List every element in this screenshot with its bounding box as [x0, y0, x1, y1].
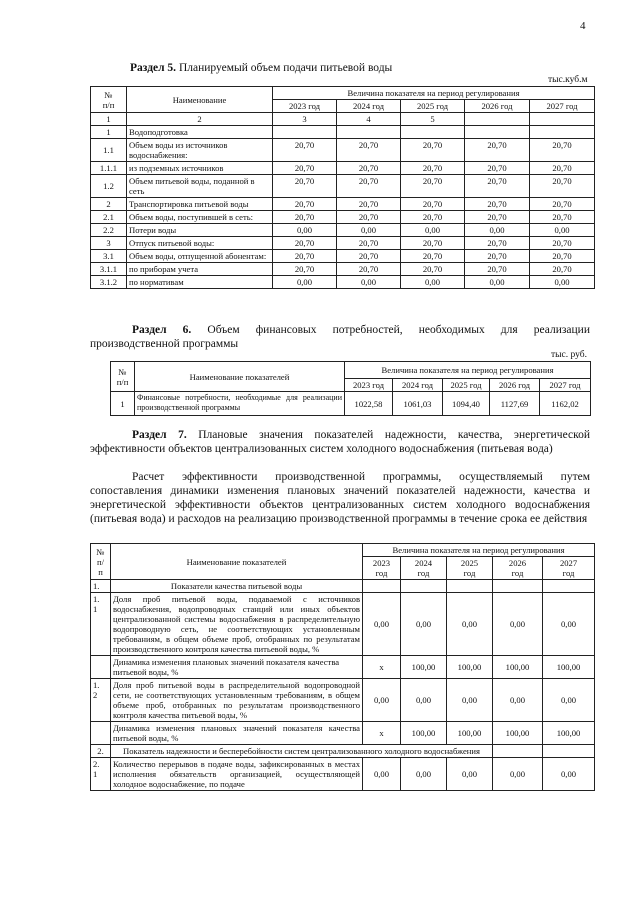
- cell-value: 100,00: [401, 656, 447, 679]
- cell-value: 100,00: [543, 722, 595, 745]
- cell-value: 0,00: [337, 224, 401, 237]
- cell-value: 20,70: [530, 237, 595, 250]
- section-5-title: [130, 61, 590, 75]
- cell-value: 0,00: [543, 679, 595, 722]
- cell-value: [273, 126, 337, 139]
- section-7-paragraph: Расчет эффективности производственной программы, осуществляемый путем сопоставления динамики изменения плановых значений показателей надежности, качества и энергетической эффективности объектов централизованных систем холодного водоснабжения (питьевая вода) и расходов на реализацию производственной программы в течение срока ее действия: [90, 471, 590, 525]
- s5-header-name: Наименование: [127, 87, 273, 113]
- cell-value: x: [363, 656, 401, 679]
- cell-value: 100,00: [543, 656, 595, 679]
- s5-colnum: 4: [337, 113, 401, 126]
- row-name: Объем воды, поступившей в сеть:: [127, 211, 273, 224]
- row-num: 3.1.1: [91, 263, 127, 276]
- cell-value: 20,70: [465, 250, 530, 263]
- cell-value: 20,70: [465, 237, 530, 250]
- section-6-heading: Объем финансовых потребностей, необходимых для реализации производственной программы: [90, 324, 590, 350]
- cell-value: 0,00: [447, 758, 493, 791]
- s7-year: 2026 год: [493, 557, 543, 580]
- cell-value: 0,00: [543, 758, 595, 791]
- cell-value: 20,70: [273, 250, 337, 263]
- cell-value: 20,70: [401, 237, 465, 250]
- row-name: из подземных источников: [127, 162, 273, 175]
- cell-value: 20,70: [337, 139, 401, 162]
- section-5-unit: тыс.куб.м: [548, 75, 588, 85]
- table-row: [91, 679, 595, 722]
- section-5-label: Раздел 5.: [130, 62, 177, 74]
- cell-value: [465, 126, 530, 139]
- s5-colnum: 1: [91, 113, 127, 126]
- section-7-heading: Плановые значения показателей надежности, качества, энергетической эффективности объектов централизованных систем холодного водоснабжения (питьевая вода): [90, 429, 590, 455]
- section-6-label: Раздел 6.: [132, 324, 192, 336]
- cell-value: 0,00: [493, 679, 543, 722]
- table-row: [91, 198, 595, 211]
- cell-value: 20,70: [337, 162, 401, 175]
- cell-value: 20,70: [530, 198, 595, 211]
- row-name: Финансовые потребности, необходимые для реализации производственной программы: [135, 392, 345, 416]
- s7-header-period: Величина показателя на период регулирования: [363, 544, 595, 557]
- cell-value: [530, 126, 595, 139]
- cell-value: 20,70: [273, 162, 337, 175]
- cell-value: 20,70: [530, 162, 595, 175]
- cell-value: 20,70: [465, 162, 530, 175]
- cell-value: 100,00: [493, 722, 543, 745]
- table-row: [91, 593, 595, 656]
- row-num: 1. 2: [91, 679, 111, 722]
- row-name: Объем воды из источников водоснабжения:: [127, 139, 273, 162]
- cell-value: 1162,02: [540, 392, 591, 416]
- row-num: 1: [91, 126, 127, 139]
- table-row: [91, 263, 595, 276]
- cell-value: 0,00: [465, 276, 530, 289]
- page-number: 4: [580, 20, 586, 32]
- s5-colnum: [465, 113, 530, 126]
- cell-value: 20,70: [337, 175, 401, 198]
- row-name: Доля проб питьевой воды в распределительной водопроводной сети, не соответствующих установленным требованиям, в общем объеме проб, отобранных по результатам производственного контроля качества питьевой воды, %: [111, 679, 363, 722]
- cell-value: 20,70: [465, 175, 530, 198]
- cell-value: 20,70: [530, 250, 595, 263]
- cell-value: 20,70: [273, 175, 337, 198]
- section-7-title: [90, 428, 590, 456]
- row-num: 3.1.2: [91, 276, 127, 289]
- s6-year: 2023 год: [345, 379, 393, 392]
- s6-year: 2024 год: [393, 379, 443, 392]
- s6-year: 2026 год: [490, 379, 540, 392]
- group-title: Показатель надежности и бесперебойности систем централизованного холодного водоснабжения: [111, 745, 493, 758]
- cell-value: 20,70: [465, 263, 530, 276]
- cell-value: 20,70: [273, 263, 337, 276]
- section-6-unit: тыс. руб.: [551, 350, 587, 360]
- s5-year: 2023 год: [273, 100, 337, 113]
- cell-value: 20,70: [401, 263, 465, 276]
- cell-value: 0,00: [337, 276, 401, 289]
- s7-year: 2023 год: [363, 557, 401, 580]
- section-7-label: Раздел 7.: [132, 429, 187, 441]
- row-name: Транспортировка питьевой воды: [127, 198, 273, 211]
- cell-value: 20,70: [337, 263, 401, 276]
- row-name: Динамика изменения плановых значений показателя качества питьевой воды, %: [111, 656, 363, 679]
- cell-value: 20,70: [530, 139, 595, 162]
- row-num: 2. 1: [91, 758, 111, 791]
- dynamics-row: [91, 656, 595, 679]
- cell-value: 0,00: [447, 593, 493, 656]
- cell-value: 20,70: [337, 198, 401, 211]
- group-num: 2.: [91, 745, 111, 758]
- row-num: 2.1: [91, 211, 127, 224]
- table-row: [111, 392, 591, 416]
- cell-value: 0,00: [363, 593, 401, 656]
- row-name: Динамика изменения плановых значений показателя качества питьевой воды, %: [111, 722, 363, 745]
- cell-value: 20,70: [465, 211, 530, 224]
- cell-value: 1061,03: [393, 392, 443, 416]
- s7-year: 2024 год: [401, 557, 447, 580]
- section-6-title: [90, 323, 590, 351]
- row-name: Количество перерывов в подаче воды, зафиксированных в местах исполнения обязательств организацией, осуществляющей холодное водоснабжение, по подаче: [111, 758, 363, 791]
- cell-value: 0,00: [447, 679, 493, 722]
- s7-year: 2027 год: [543, 557, 595, 580]
- cell-value: 0,00: [401, 224, 465, 237]
- cell-value: 0,00: [363, 758, 401, 791]
- row-num: 1.1.1: [91, 162, 127, 175]
- cell-value: 20,70: [530, 263, 595, 276]
- row-num: 2.2: [91, 224, 127, 237]
- s5-colnum: 3: [273, 113, 337, 126]
- section-5-table: [90, 86, 595, 289]
- table-row: [91, 162, 595, 175]
- table-row: [91, 250, 595, 263]
- cell-value: 1127,69: [490, 392, 540, 416]
- group-row: [91, 745, 595, 758]
- row-name: Объем питьевой воды, поданной в сеть: [127, 175, 273, 198]
- cell-value: 1094,40: [443, 392, 490, 416]
- cell-value: [401, 126, 465, 139]
- s6-year: 2025 год: [443, 379, 490, 392]
- row-num: 2: [91, 198, 127, 211]
- cell-value: 20,70: [273, 237, 337, 250]
- cell-value: 0,00: [465, 224, 530, 237]
- row-num: 3.1: [91, 250, 127, 263]
- cell-value: 20,70: [273, 198, 337, 211]
- cell-value: 0,00: [493, 593, 543, 656]
- s5-year: 2026 год: [465, 100, 530, 113]
- cell-value: 20,70: [465, 198, 530, 211]
- s5-colnum: 2: [127, 113, 273, 126]
- s5-header-num: № п/п: [91, 87, 127, 113]
- row-num: 1.2: [91, 175, 127, 198]
- cell-value: 20,70: [273, 211, 337, 224]
- cell-value: 20,70: [337, 237, 401, 250]
- s6-year: 2027 год: [540, 379, 591, 392]
- cell-value: 0,00: [401, 593, 447, 656]
- cell-value: 20,70: [401, 198, 465, 211]
- table-row: [91, 224, 595, 237]
- table-row: [91, 758, 595, 791]
- s7-header-num: № п/ п: [91, 544, 111, 580]
- row-name: Отпуск питьевой воды:: [127, 237, 273, 250]
- cell-value: 20,70: [465, 139, 530, 162]
- cell-value: 0,00: [401, 679, 447, 722]
- cell-value: 20,70: [337, 211, 401, 224]
- cell-value: 20,70: [401, 162, 465, 175]
- cell-value: 20,70: [530, 175, 595, 198]
- row-num: 1. 1: [91, 593, 111, 656]
- cell-value: 20,70: [530, 211, 595, 224]
- cell-value: 0,00: [401, 758, 447, 791]
- s6-header-period: Величина показателя на период регулирования: [345, 362, 591, 379]
- group-title: Показатели качества питьевой воды: [111, 580, 363, 593]
- cell-value: 20,70: [401, 139, 465, 162]
- group-num: 1.: [91, 580, 111, 593]
- row-name: Объем воды, отпущенной абонентам:: [127, 250, 273, 263]
- s6-header-name: Наименование показателей: [135, 362, 345, 392]
- row-num: 1: [111, 392, 135, 416]
- s5-colnum: [530, 113, 595, 126]
- row-name: Водоподготовка: [127, 126, 273, 139]
- s5-year: 2027 год: [530, 100, 595, 113]
- row-name: Потери воды: [127, 224, 273, 237]
- row-name: по нормативам: [127, 276, 273, 289]
- s7-year: 2025 год: [447, 557, 493, 580]
- s5-year: 2025 год: [401, 100, 465, 113]
- table-row: [91, 139, 595, 162]
- cell-value: 20,70: [337, 250, 401, 263]
- cell-value: 20,70: [401, 250, 465, 263]
- s6-header-num: № п/п: [111, 362, 135, 392]
- section-5-heading: Планируемый объем подачи питьевой воды: [176, 62, 393, 74]
- cell-value: 20,70: [401, 175, 465, 198]
- section-6-table: [110, 361, 591, 416]
- section-7-table: [90, 543, 595, 791]
- cell-value: 0,00: [530, 276, 595, 289]
- row-num: 3: [91, 237, 127, 250]
- s5-colnum: 5: [401, 113, 465, 126]
- table-row: [91, 276, 595, 289]
- cell-value: 100,00: [447, 656, 493, 679]
- row-name: по приборам учета: [127, 263, 273, 276]
- table-row: [91, 237, 595, 250]
- cell-value: 0,00: [493, 758, 543, 791]
- cell-value: x: [363, 722, 401, 745]
- s5-year: 2024 год: [337, 100, 401, 113]
- cell-value: [337, 126, 401, 139]
- cell-value: 100,00: [493, 656, 543, 679]
- cell-value: 0,00: [543, 593, 595, 656]
- cell-value: 0,00: [401, 276, 465, 289]
- table-row: [91, 126, 595, 139]
- row-num: 1.1: [91, 139, 127, 162]
- cell-value: 1022,58: [345, 392, 393, 416]
- group-row: [91, 580, 595, 593]
- cell-value: 0,00: [363, 679, 401, 722]
- cell-value: 20,70: [273, 139, 337, 162]
- table-row: [91, 175, 595, 198]
- cell-value: 20,70: [401, 211, 465, 224]
- cell-value: 0,00: [273, 224, 337, 237]
- dynamics-row: [91, 722, 595, 745]
- cell-value: 100,00: [401, 722, 447, 745]
- table-row: [91, 211, 595, 224]
- s5-header-period: Величина показателя на период регулирования: [273, 87, 595, 100]
- cell-value: 0,00: [273, 276, 337, 289]
- s7-header-name: Наименование показателей: [111, 544, 363, 580]
- cell-value: 100,00: [447, 722, 493, 745]
- row-name: Доля проб питьевой воды, подаваемой с источников водоснабжения, водопроводных станций или иных объектов централизованной системы водоснабжения в распределительную водопроводную сеть, не соответствующих установленным требованиям, в общем объеме проб, отобранных по результатам производственного контроля качества питьевой воды, %: [111, 593, 363, 656]
- cell-value: 0,00: [530, 224, 595, 237]
